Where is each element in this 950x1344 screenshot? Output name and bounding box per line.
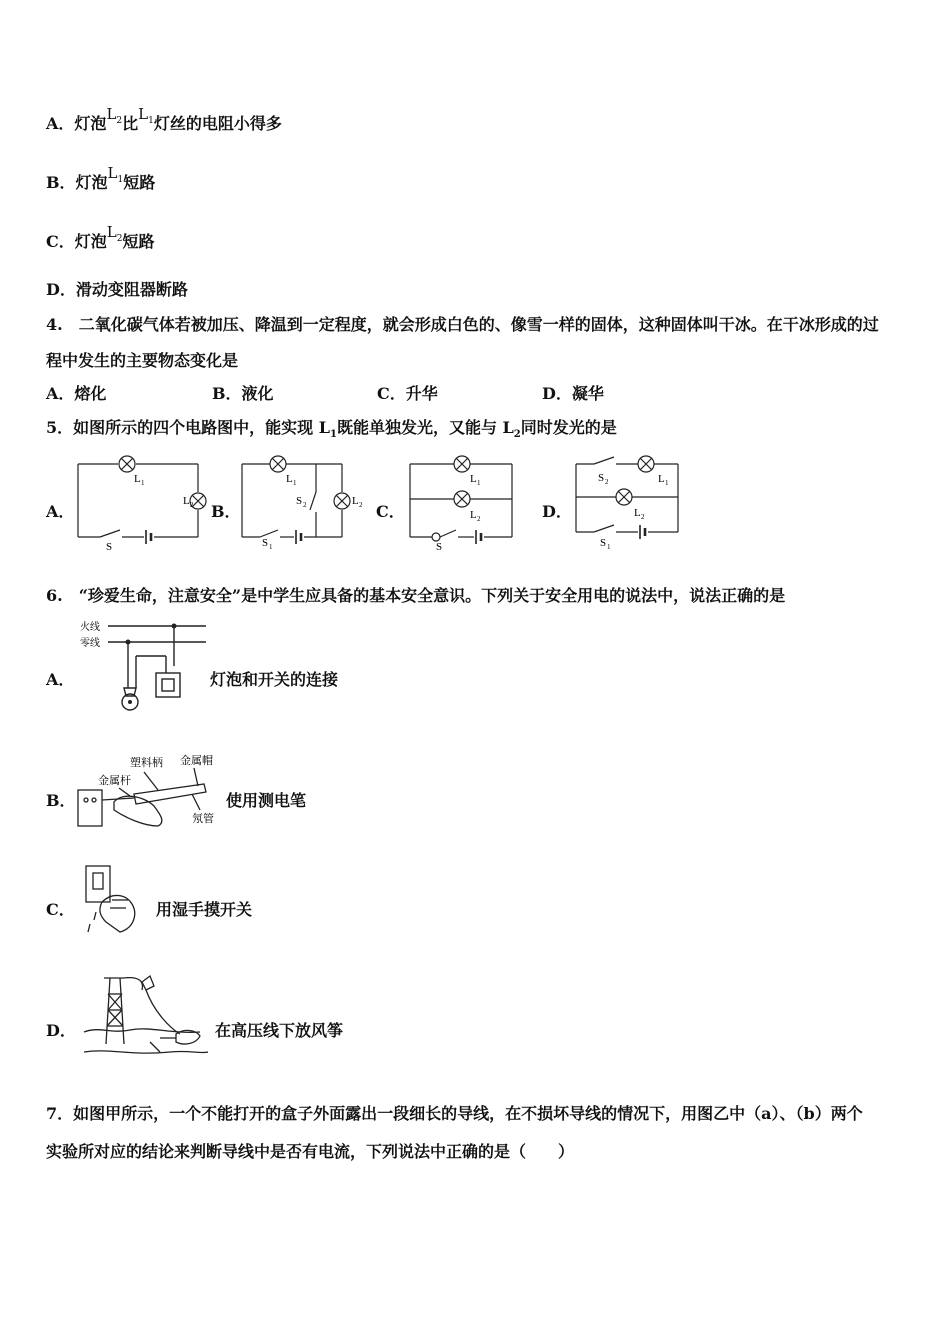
q4-stem-line2: 程中发生的主要物态变化是 xyxy=(46,351,239,370)
svg-text:L: L xyxy=(183,495,190,507)
q3-option-c: C．灯泡$L_2$短路 xyxy=(46,223,155,251)
svg-text:2: 2 xyxy=(605,478,609,486)
q6-option-d-label: D． xyxy=(46,1021,76,1040)
q6-option-d-text: 在高压线下放风筝 xyxy=(215,1021,344,1040)
q5-label-a: A． xyxy=(46,502,75,521)
svg-text:零线: 零线 xyxy=(80,638,100,649)
q4-option-d: D．凝华 xyxy=(542,384,604,403)
q3-option-b: B．灯泡$L_1$短路 xyxy=(46,164,156,192)
q6-c-wet-hand-figure xyxy=(82,862,152,940)
svg-text:L: L xyxy=(134,473,141,485)
q6-option-b-label: B． xyxy=(46,791,76,810)
svg-text:S: S xyxy=(262,537,269,549)
circuit-d xyxy=(568,452,688,552)
q3-option-d: D．滑动变阻器断路 xyxy=(46,280,188,299)
q6-stem: 6. “珍爱生命，注意安全”是中学生应具备的基本安全意识。下列关于安全用电的说法中，说法正确的是 xyxy=(46,586,786,605)
q6-option-a-label: A． xyxy=(46,670,75,689)
q5-label-b: B． xyxy=(211,502,241,521)
q5-label-c: C． xyxy=(376,502,405,521)
svg-text:氖管: 氖管 xyxy=(192,813,214,825)
svg-text:1: 1 xyxy=(269,543,273,551)
svg-text:1: 1 xyxy=(477,479,481,487)
circuit-c xyxy=(402,452,522,552)
svg-text:L: L xyxy=(470,509,477,521)
svg-text:S: S xyxy=(600,537,607,549)
q4-stem-line1: 4. 二氧化碳气体若被加压、降温到一定程度，就会形成白色的、像雪一样的固体，这种固体叫干冰。在干冰形成的过 xyxy=(46,315,879,334)
q6-option-c-text: 用湿手摸开关 xyxy=(156,900,253,919)
svg-text:1: 1 xyxy=(665,479,669,487)
q5-stem: 5．如图所示的四个电路图中，能实现 $L_1$既能单独发光，又能与 $L_2$同时发光的是 xyxy=(46,418,617,441)
l1-symbol: $L_1$ xyxy=(107,164,124,185)
svg-text:2: 2 xyxy=(477,515,481,523)
svg-text:L: L xyxy=(470,473,477,485)
svg-text:1: 1 xyxy=(141,479,145,487)
q6-option-c-label: C． xyxy=(46,900,75,919)
svg-text:火线: 火线 xyxy=(80,622,100,633)
svg-text:2: 2 xyxy=(359,501,363,509)
svg-text:S: S xyxy=(296,495,303,507)
svg-text:1: 1 xyxy=(293,479,297,487)
svg-text:2: 2 xyxy=(641,513,645,521)
svg-text:S: S xyxy=(436,541,443,552)
svg-text:S: S xyxy=(106,541,113,552)
l1-symbol: $L_1$ xyxy=(138,105,154,126)
q4-option-a: A．熔化 xyxy=(46,384,107,403)
svg-text:L: L xyxy=(352,495,359,507)
q6-option-b-text: 使用测电笔 xyxy=(226,791,307,810)
svg-text:2: 2 xyxy=(190,501,194,509)
q6-option-a-text: 灯泡和开关的连接 xyxy=(210,670,339,689)
l2-symbol: $L_2$ xyxy=(106,105,123,126)
svg-text:金属杆: 金属杆 xyxy=(98,775,131,787)
svg-text:1: 1 xyxy=(607,543,611,551)
l2-symbol: $L_2$ xyxy=(106,223,123,244)
svg-text:2: 2 xyxy=(303,501,307,509)
q7-stem-line1: 7．如图甲所示，一个不能打开的盒子外面露出一段细长的导线，在不损坏导线的情况下，用图乙中（a）、（b）两个 xyxy=(46,1104,863,1123)
q6-a-wiring-figure xyxy=(78,618,208,718)
svg-text:L: L xyxy=(286,473,293,485)
q4-option-c: C．升华 xyxy=(377,384,438,403)
svg-text:S: S xyxy=(598,472,605,484)
q4-option-b: B．液化 xyxy=(212,384,274,403)
q5-label-d: D． xyxy=(542,502,572,521)
svg-text:塑料柄: 塑料柄 xyxy=(130,757,163,769)
q7-stem-line2: 实验所对应的结论来判断导线中是否有电流，下列说法中正确的是（ ） xyxy=(46,1142,575,1161)
svg-text:L: L xyxy=(634,507,641,519)
q3-option-a: A．灯泡$L_2$比$L_1$灯丝的电阻小得多 xyxy=(46,105,282,133)
q6-d-kite-figure xyxy=(80,972,212,1064)
q6-b-test-pen-figure xyxy=(74,752,224,830)
svg-text:金属帽: 金属帽 xyxy=(180,755,213,767)
circuit-b xyxy=(234,452,374,552)
svg-text:L: L xyxy=(658,473,665,485)
circuit-a xyxy=(70,452,210,552)
